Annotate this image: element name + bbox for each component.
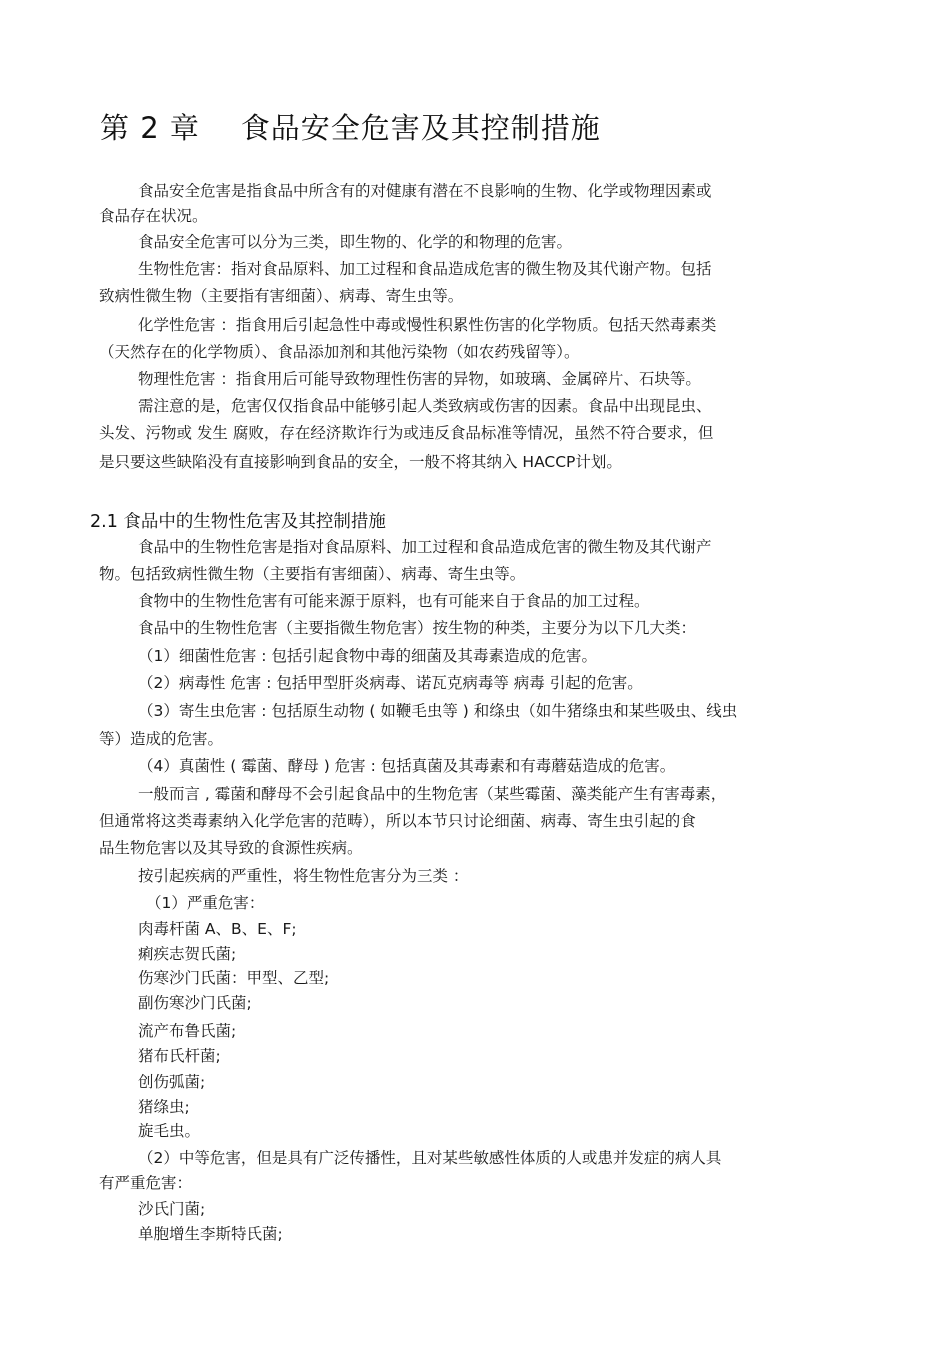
text-line: 物。包括致病性微生物（主要指有害细菌）、病毒、寄生虫等。: [99, 565, 526, 583]
chapter-title: 第 2 章 食品安全危害及其控制措施: [100, 111, 601, 145]
text-line: 化学性危害 ：指食用后引起急性中毒或慢性积累性伤害的化学物质。包括天然毒素类: [138, 316, 717, 334]
text-line: （4）真菌性 ( 霉菌、酵母 ) 危害 : 包括真菌及其毒素和有毒蘑菇造成的危害。: [138, 757, 676, 775]
text-line: 等）造成的危害。: [99, 730, 224, 748]
list-item: 副伤寒沙门氏菌;: [138, 994, 252, 1012]
text-line: 食品安全危害是指食品中所含有的对健康有潜在不良影响的生物、化学或物理因素或: [138, 182, 712, 200]
text-line: 一般而言 , 霉菌和酵母不会引起食品中的生物危害（某些霉菌、藻类能产生有害毒素，: [138, 785, 727, 803]
list-item: 创伤弧菌;: [138, 1073, 206, 1091]
text-line: 食品存在状况。: [99, 207, 208, 225]
text-line: 致病性微生物（主要指有害细菌）、病毒、寄生虫等。: [99, 287, 464, 305]
text-line: 是只要这些缺陷没有直接影响到食品的安全，一般不将其纳入 HACCP计划。: [99, 453, 622, 471]
list-item: 痢疾志贺氏菌;: [138, 945, 237, 963]
text-line: （2）中等危害，但是具有广泛传播性，且对某些敏感性体质的人或患并发症的病人具: [138, 1149, 722, 1167]
text-line: （2）病毒性 危害 : 包括甲型肝炎病毒、诺瓦克病毒等 病毒 引起的危害。: [138, 674, 643, 692]
text-line: 食品中的生物性危害（主要指微生物危害）按生物的种类，主要分为以下几大类：: [138, 619, 697, 637]
list-item: 沙氏门菌;: [138, 1200, 206, 1218]
text-line: 物理性危害 ：指食用后可能导致物理性伤害的异物，如玻璃、金属碎片、石块等。: [138, 370, 701, 388]
text-line: （1）细菌性危害 : 包括引起食物中毒的细菌及其毒素造成的危害。: [138, 647, 597, 665]
text-line: 但通常将这类毒素纳入化学危害的范畴），所以本节只讨论细菌、病毒、寄生虫引起的食: [99, 812, 696, 830]
text-line: 需注意的是，危害仅仅指食品中能够引起人类致病或伤害的因素。食品中出现昆虫、: [138, 397, 712, 415]
text-line: 有严重危害：: [99, 1174, 193, 1192]
text-line: 品生物危害以及其导致的食源性疾病。: [99, 839, 363, 857]
text-line: 生物性危害：指对食品原料、加工过程和食品造成危害的微生物及其代谢产物。包括: [138, 260, 712, 278]
text-line: 按引起疾病的严重性，将生物性危害分为三类 ：: [138, 867, 469, 885]
list-item: 流产布鲁氏菌;: [138, 1022, 237, 1040]
list-item: 猪绦虫;: [138, 1098, 190, 1116]
text-line: （天然存在的化学物质）、食品添加剂和其他污染物（如农药残留等）。: [99, 343, 580, 361]
list-item: 猪布氏杆菌;: [138, 1047, 221, 1065]
text-line: 食品中的生物性危害是指对食品原料、加工过程和食品造成危害的微生物及其代谢产: [138, 538, 712, 556]
text-line: （1）严重危害：: [146, 894, 265, 912]
list-item: 旋毛虫。: [138, 1122, 201, 1140]
text-line: 头发、污物或 发生 腐败，存在经济欺诈行为或违反食品标准等情况，虽然不符合要求，但: [99, 424, 714, 442]
list-item: 伤寒沙门氏菌：甲型、乙型;: [138, 969, 330, 987]
section-title: 2.1 食品中的生物性危害及其控制措施: [90, 512, 386, 532]
list-item: 肉毒杆菌 A、B、E、F;: [138, 920, 297, 938]
text-line: 食品安全危害可以分为三类，即生物的、化学的和物理的危害。: [138, 233, 573, 251]
list-item: 单胞增生李斯特氏菌;: [138, 1225, 283, 1243]
text-line: 食物中的生物性危害有可能来源于原料，也有可能来自于食品的加工过程。: [138, 592, 650, 610]
text-line: （3）寄生虫危害 : 包括原生动物 ( 如鞭毛虫等 ) 和绦虫（如牛猪绦虫和某些吸虫、线虫: [138, 702, 738, 720]
